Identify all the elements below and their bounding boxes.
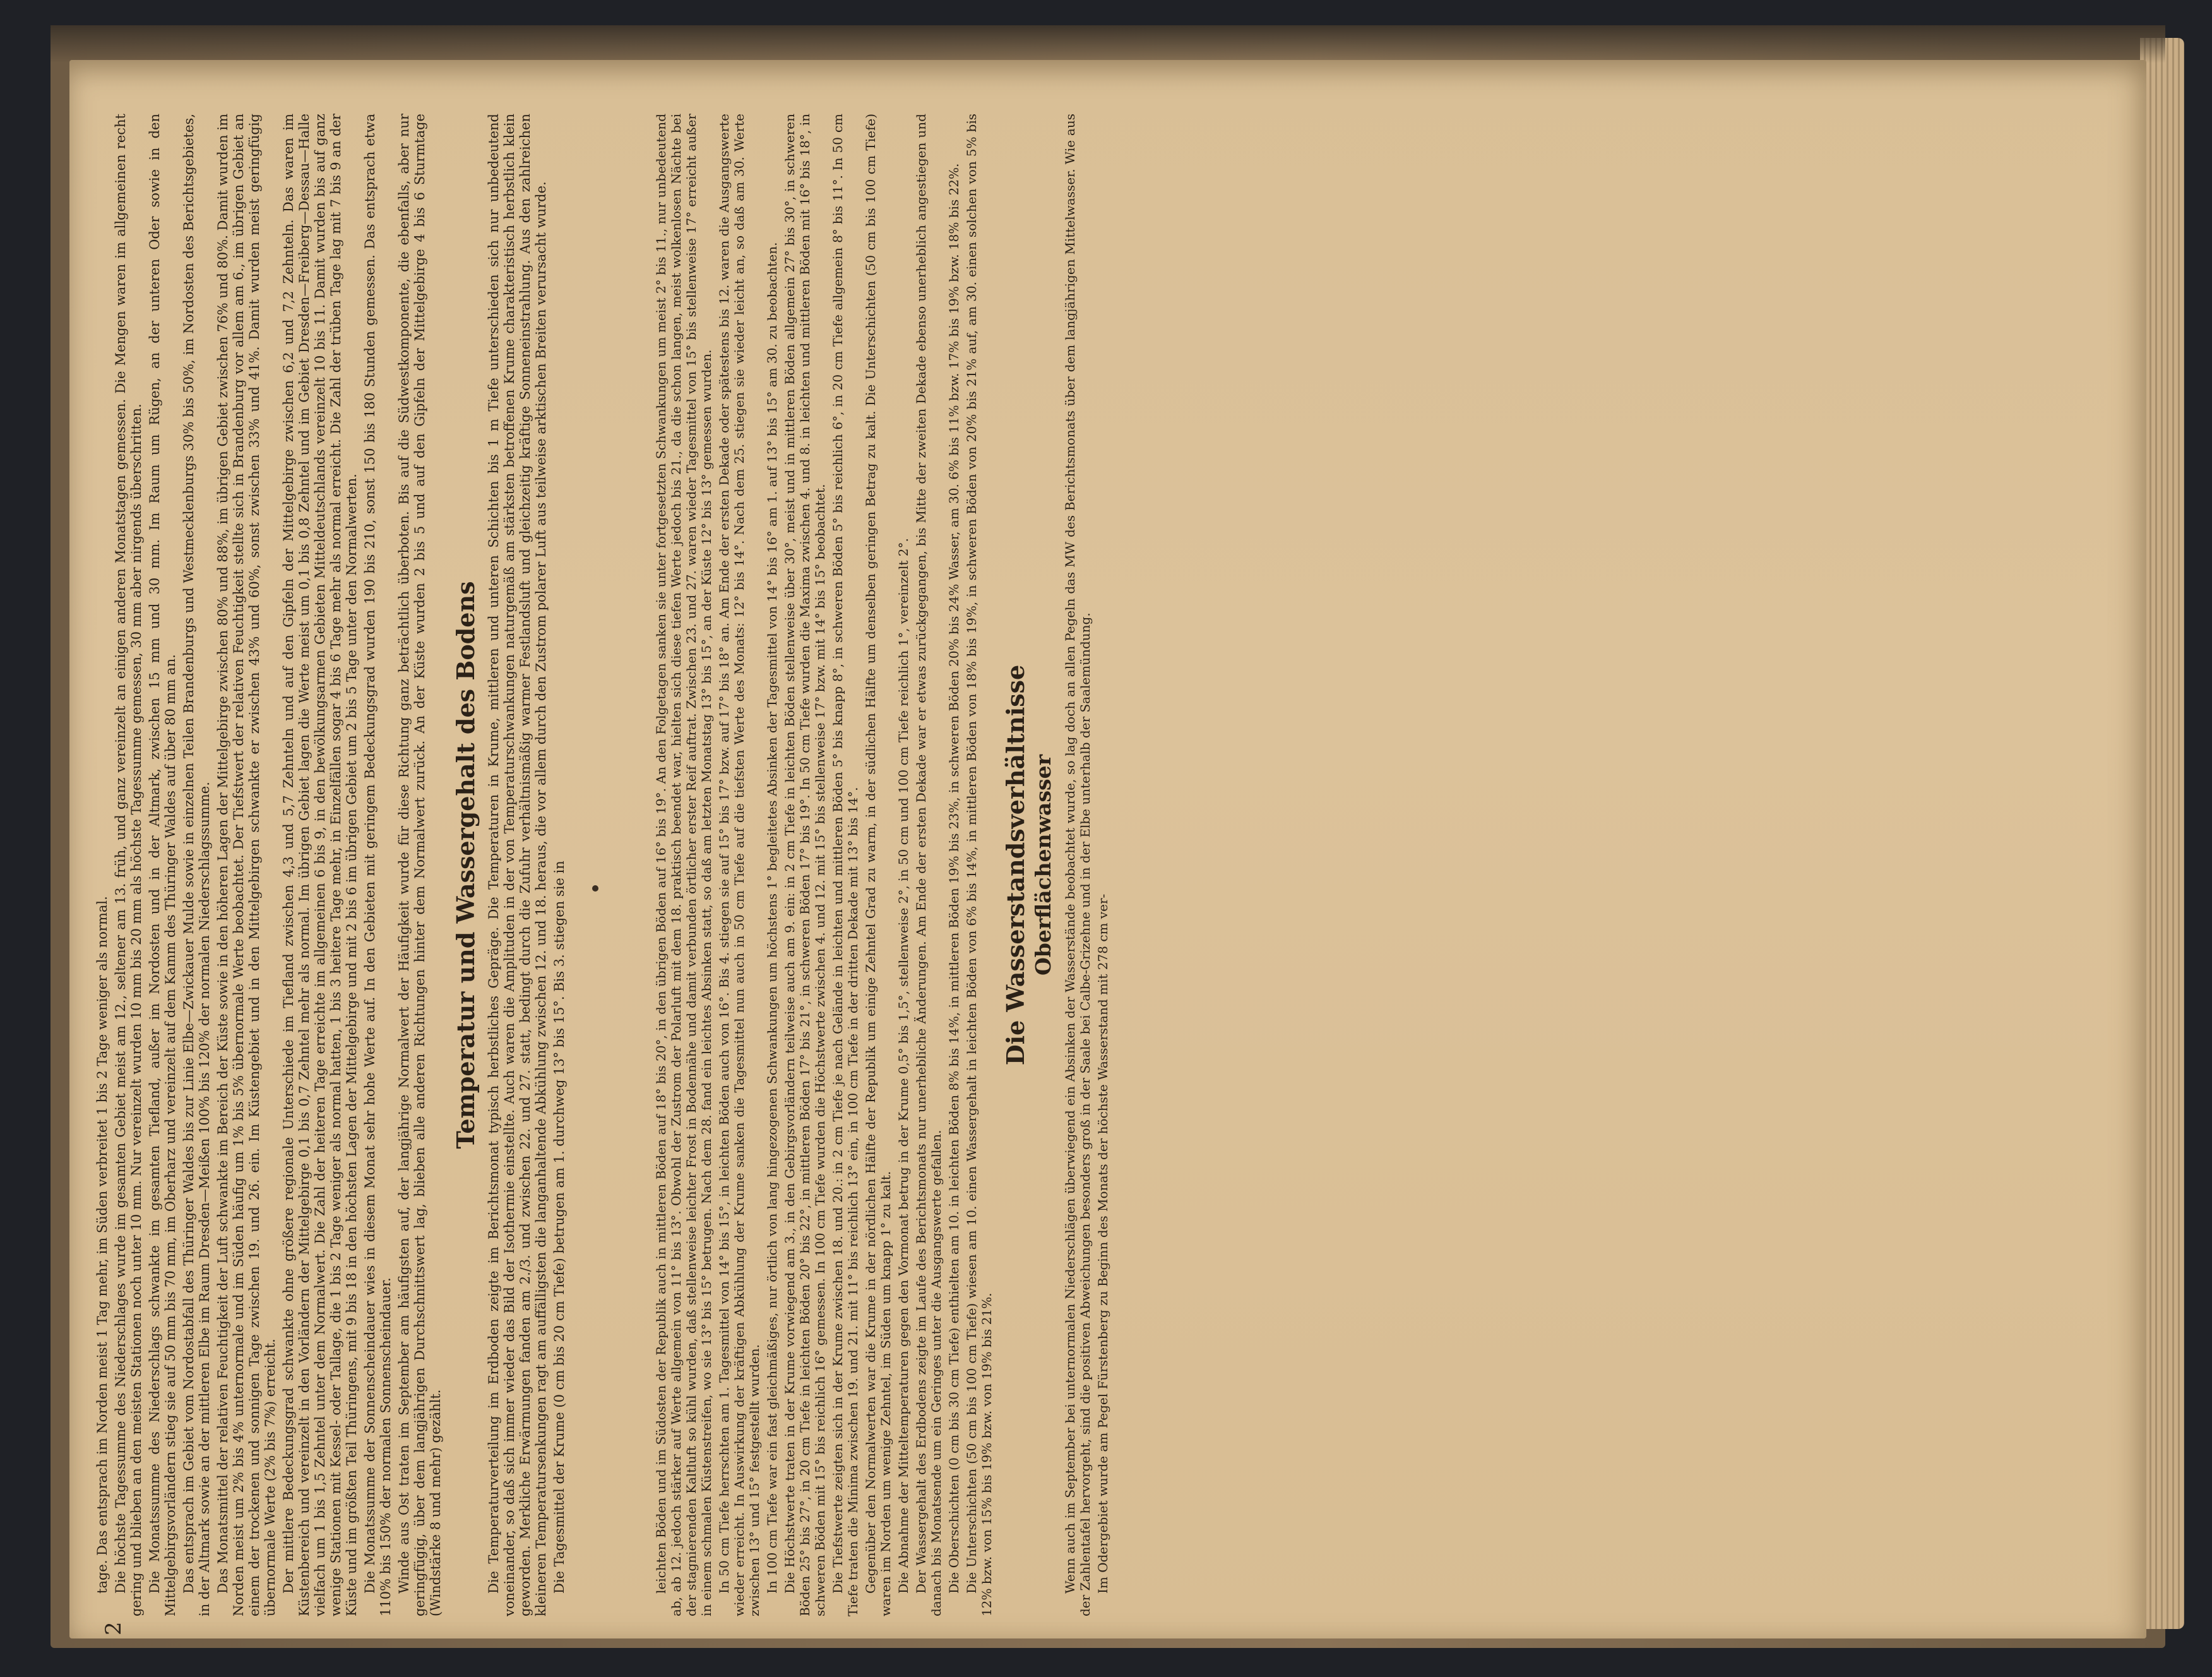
right-paragraphs [653, 114, 994, 1616]
paragraph: Die Tagesmittel der Krume (0 cm bis 20 cm Tiefe) betrugen am 1. durchweg 13° bis 15°. Bis 3. stiegen sie in [552, 861, 567, 1594]
paragraph: Die Temperaturverteilung im Erdboden zeigte im Berichtsmonat typisch herbstliches Gepräge. Die Temperaturen in Krume, mittleren und unteren Schichten bis 1 m Tiefe unterschieden sich nur unbedeutend voneinander, so daß sich immer wieder das Bild der Isothermie einstellte. Auch waren die Amplituden in der von Temperaturschwankungen naturgemäß am stärksten betroffenen Krume charakteristisch herbstlich klein geworden. Merkliche Erwärmungen fanden am 2./3. und zwischen 22. und 27. statt, bedingt durch die Zufuhr verhältnismäßig warmer Festlandsluft und gleichzeitig kräftige Sonneneinstrahlung. Aus den zahlreichen kleineren Temperatursenkungen ragt am auffälligsten die langanhaltende Abkühlung zwischen 12. und 18. heraus, die vor allem durch den Zustrom polarer Luft aus teilweise arktischen Breiten verursacht wurde. [486, 114, 549, 1616]
paragraph: Wenn auch im September bei unternormalen Niederschlägen überwiegend ein Absinken der Wasserstände beobachtet wurde, so lag doch an allen Pegeln das MW des Berichtsmonats über dem langjährigen Mittelwasser. Wie aus der Zahlentafel hervorgeht, sind die positiven Abweichungen besonders groß in der Saale bei Calbe-Grizehne und in der Elbe unterhalb der Saalemündung. [1062, 114, 1093, 1616]
paragraph: tage. Das entsprach im Norden meist 1 Tag mehr, im Süden verbreitet 1 bis 2 Tage weniger als normal. [95, 896, 110, 1594]
paragraph: leichten Böden und im Südosten der Republik auch in mittleren Böden auf 18° bis 20°, in den übrigen Böden auf 16° bis 19°. An den Folgetagen sanken sie unter fortgesetzten Schwankungen um meist 2° bis 11., nur unbedeutend ab, ab 12. jedoch stärker auf Werte allgemein von 11° bis 13°. Obwohl der Zustrom der Polarluft mit dem 18. praktisch beendet war, hielten sich diese tiefen Werte jedoch bis 21., da die schon langen, meist wolkenlosen Nächte bei der stagnierenden Kaltluft so kühl wurden, daß stellenweise leichter Frost in Bodennähe und damit verbunden örtlicher erster Reif auftrat. Zwischen 23. und 27. waren wieder Tagesmittel von 15° bis stellenweise 17° erreicht außer in einem schmalen Küstenstreifen, wo sie 13° bis 15° betrugen. Nach dem 28. fand ein leichtes Absinken statt, so daß am letzten Monatstag 13° bis 15°, an der Küste 12° bis 13° gemessen wurden. [653, 114, 714, 1616]
paragraph: Die Tiefstwerte zeigten sich in der Krume zwischen 18. und 20.: in 2 cm Tiefe je nach Gelände in leichten und mittleren Böden 5° bis knapp 8°, in schweren Böden 5° bis reichlich 6°, in 20 cm Tiefe allgemein 8° bis 11°. In 50 cm Tiefe traten die Minima zwischen 19. und 21. mit 11° bis reichlich 13° ein, in 100 cm Tiefe in der dritten Dekade mit 13° bis 14°. [830, 114, 860, 1616]
paragraph: Die Monatssumme der Sonnenscheindauer wies in diesem Monat sehr hohe Werte auf. In den Gebieten mit geringem Bedeckungsgrad wurden 190 bis 210, sonst 150 bis 180 Stunden gemessen. Das entsprach etwa 110% bis 150% der normalen Sonnenscheindauer. [362, 114, 393, 1616]
paragraph: Die Höchstwerte traten in der Krume vorwiegend am 3., in den Gebirgsvorländern teilweise auch am 9. ein: in 2 cm Tiefe in leichten Böden stellenweise über 30°, meist und in mittleren Böden allgemein 27° bis 30°, in schweren Böden 25° bis 27°, in 20 cm Tiefe in leichten Böden 20° bis 22°, in mittleren Böden 17° bis 21°, in schweren Böden 17° bis 19°. In 50 cm Tiefe wurden die Maxima zwischen 4. und 8. in leichten und mittleren Böden mit 16° bis 18°, in schweren Böden mit 15° bis reichlich 16° gemessen. In 100 cm Tiefe wurden die Höchstwerte zwischen 4. und 12. mit 15° bis stellenweise 17° bzw. mit 14° bis 15° beobachtet. [782, 114, 828, 1616]
paragraph: Die Monatssumme des Niederschlags schwankte im gesamten Tiefland, außer im Nordosten und in der Altmark, zwischen 15 mm und 30 mm. Im Raum um Rügen, an der unteren Oder sowie in den Mittelgebirgsvorländern stieg sie auf 50 mm bis 70 mm, im Oberharz und vereinzelt auf dem Kamm des Thüringer Waldes auf über 80 mm an. [147, 114, 178, 1616]
paragraph: Die höchste Tagessumme des Niederschlages wurde im gesamten Gebiet meist am 12., seltener am 13. früh, und ganz vereinzelt an einigen anderen Monatstagen gemessen. Die Mengen waren im allgemeinen recht gering und blieben an den meisten Stationen noch unter 10 mm. Nur vereinzelt wurden 10 mm bis 20 mm als höchste Tagessumme gemessen, 30 mm aber nirgends überschritten. [113, 114, 144, 1616]
left-paragraphs-after [486, 114, 568, 1616]
paragraph: Die Abnahme der Mitteltemperaturen gegen den Vormonat betrug in der Krume 0,5° bis 1,5°, stellenweise 2°, in 50 cm und 100 cm Tiefe reichlich 1°, vereinzelt 2°. [896, 538, 911, 1594]
paragraph: Das Monatsmittel der relativen Feuchtigkeit der Luft schwankte im Bereich der Küste sowie in den höheren Lagen der Mittelgebirge zwischen 80% und 88%, im übrigen Gebiet zwischen 76% und 80%. Damit wurden im Norden meist um 2% bis 4% unternormale und im Süden häufig um 1% bis 5% übernormale Werte beobachtet. Der Tiefstwert der relativen Feuchtigkeit stellte sich in Brandenburg vor allem am 6., im übrigen Gebiet an einem der trockenen und sonnigen Tage zwischen 19. und 26. ein. Im Küstengebiet und in den Mittelgebirgen schwankte er zwischen 43% und 60%, sonst zwischen 33% und 41%. Damit wurden meist geringfügig übernormale Werte (2% bis 7%) erreicht. [215, 114, 278, 1616]
paragraph: Winde aus Ost traten im September am häufigsten auf, der langjährige Normalwert der Häufigkeit wurde für diese Richtung ganz beträchtlich überboten. Bis auf die Südwestkomponente, die ebenfalls, aber nur geringfügig, über dem langjährigen Durchschnittswert lag, blieben alle anderen Richtungen hinter dem Normalwert zurück. An der Küste wurden 2 bis 5 und auf den Gipfeln der Mittelgebirge 4 bis 6 Sturmtage (Windstärke 8 und mehr) gezählt. [396, 114, 443, 1616]
left-paragraphs [95, 114, 444, 1616]
paragraph: Das entsprach im Gebiet vom Nordostabfall des Thüringer Waldes bis zur Linie Elbe—Zwickauer Mulde sowie in einzelnen Teilen Brandenburgs und Westmecklenburgs 30% bis 50%, im Nordosten des Berichtsgebietes, in der Altmark sowie an der mittleren Elbe im Raum Dresden—Meißen 100% bis 120% der normalen Niederschlagssumme. [181, 114, 212, 1616]
paragraph: In 100 cm Tiefe war ein fast gleichmäßiges, nur örtlich von lang hingezogenen Schwankungen um höchstens 1° begleitetes Absinken der Tagesmittel von 14° bis 16° am 1. auf 13° bis 15° am 30. zu beobachten. [764, 242, 780, 1594]
left-text-column [95, 114, 587, 1616]
right-paragraphs-after [1062, 114, 1110, 1616]
section-subheading-oberflaechenwasser: Oberflächenwasser [1031, 755, 1055, 976]
section-heading-wasserstand: Die Wasserstandsverhältnisse [1001, 664, 1030, 1066]
paragraph: Die Unterschichten (50 cm bis 100 cm Tiefe) wiesen am 10. einen Wassergehalt in leichten Böden von 6% bis 14%, in mittleren Böden von 18% bis 19%, in schweren Böden von 20% bis 21% auf, am 30. einen solchen von 5% bis 12% bzw. von 15% bis 19% bzw. von 19% bis 21%. [964, 114, 994, 1616]
paragraph: Im Odergebiet wurde am Pegel Fürstenberg zu Beginn des Monats der höchste Wasserstand mit 278 cm ver- [1095, 893, 1110, 1594]
page-number: 2 [101, 1621, 126, 1635]
paragraph: Die Oberschichten (0 cm bis 30 cm Tiefe) enthielten am 10. in leichten Böden 8% bis 14%, in mittleren Böden 19% bis 23%, in schweren Böden 20% bis 24% Wasser, am 30. 6% bis 11% bzw. 17% bis 19% bzw. 18% bis 22%. [946, 163, 961, 1594]
paragraph: Gegenüber den Normalwerten war die Krume in der nördlichen Hälfte der Republik um einige Zehntel Grad zu warm, in der südlichen Hälfte um denselben geringen Betrag zu kalt. Die Unterschichten (50 cm bis 100 cm Tiefe) waren im Norden um wenige Zehntel, im Süden um knapp 1° zu kalt. [863, 114, 893, 1616]
page-edges [2140, 38, 2184, 1629]
paragraph: Der Wassergehalt des Erdbodens zeigte im Laufe des Berichtsmonats nur unerhebliche Änderungen. Am Ende der ersten Dekade war er etwas zurückgegangen, bis Mitte der zweiten Dekade ebenso unerheblich angestiegen und danach bis Monatsende um ein Geringes unter die Ausgangswerte gefallen. [913, 114, 944, 1616]
spine-shadow [51, 25, 2165, 63]
section-heading-temperatur: Temperatur und Wassergehalt des Bodens [451, 581, 480, 1149]
paragraph: Der mittlere Bedeckungsgrad schwankte ohne größere regionale Unterschiede im Tiefland zwischen 4,3 und 5,7 Zehnteln und auf den Gipfeln der Mittelgebirge zwischen 6,2 und 7,2 Zehnteln. Das waren im Küstenbereich und vereinzelt in den Vorländern der Mittelgebirge 0,1 bis 0,7 Zehntel mehr als normal. Im übrigen Gebiet lagen die Werte meist um 0,1 bis 0,8 Zehntel und im Gebiet Dresden—Freiberg—Dessau—Halle vielfach um 1 bis 1,5 Zehntel unter dem Normalwert. Die Zahl der heiteren Tage erreichte im allgemeinen 6 bis 9, in den bewölkungsarmen Gebieten Mitteldeutschlands vereinzelt 10 bis 11. Damit wurden bis auf ganz wenige Stationen mit Kessel- oder Tallage, die 1 bis 2 Tage weniger als normal hatten, 1 bis 3 heitere Tage mehr, in Einzelfällen sogar 4 bis 6 Tage mehr als normal erreicht. Die Zahl der trüben Tage lag mit 7 bis 9 an der Küste und im größten Teil Thüringens, mit 9 bis 18 in den höchsten Lagen der Mittelgebirge und mit 2 bis 6 im übrigen Gebiet um 2 bis 5 Tage unter den Normalwerten. [281, 114, 359, 1616]
ink-mark [592, 885, 598, 892]
paragraph: In 50 cm Tiefe herrschten am 1. Tagesmittel von 14° bis 15°, in leichten Böden auch von 16°. Bis 4. stiegen sie auf 15° bis 17° bzw. auf 17° bis 18° an. Am Ende der ersten Dekade oder spätestens bis 12. waren die Ausgangswerte wieder erreicht. In Auswirkung der kräftigen Abkühlung der Krume sanken die Tagesmittel nun auch in 50 cm Tiefe auf die tiefsten Werte des Monats: 12° bis 14°. Nach dem 25. stiegen sie wieder leicht an, so daß am 30. Werte zwischen 13° und 15° festgestellt wurden. [717, 114, 762, 1616]
right-text-column [653, 114, 1146, 1616]
